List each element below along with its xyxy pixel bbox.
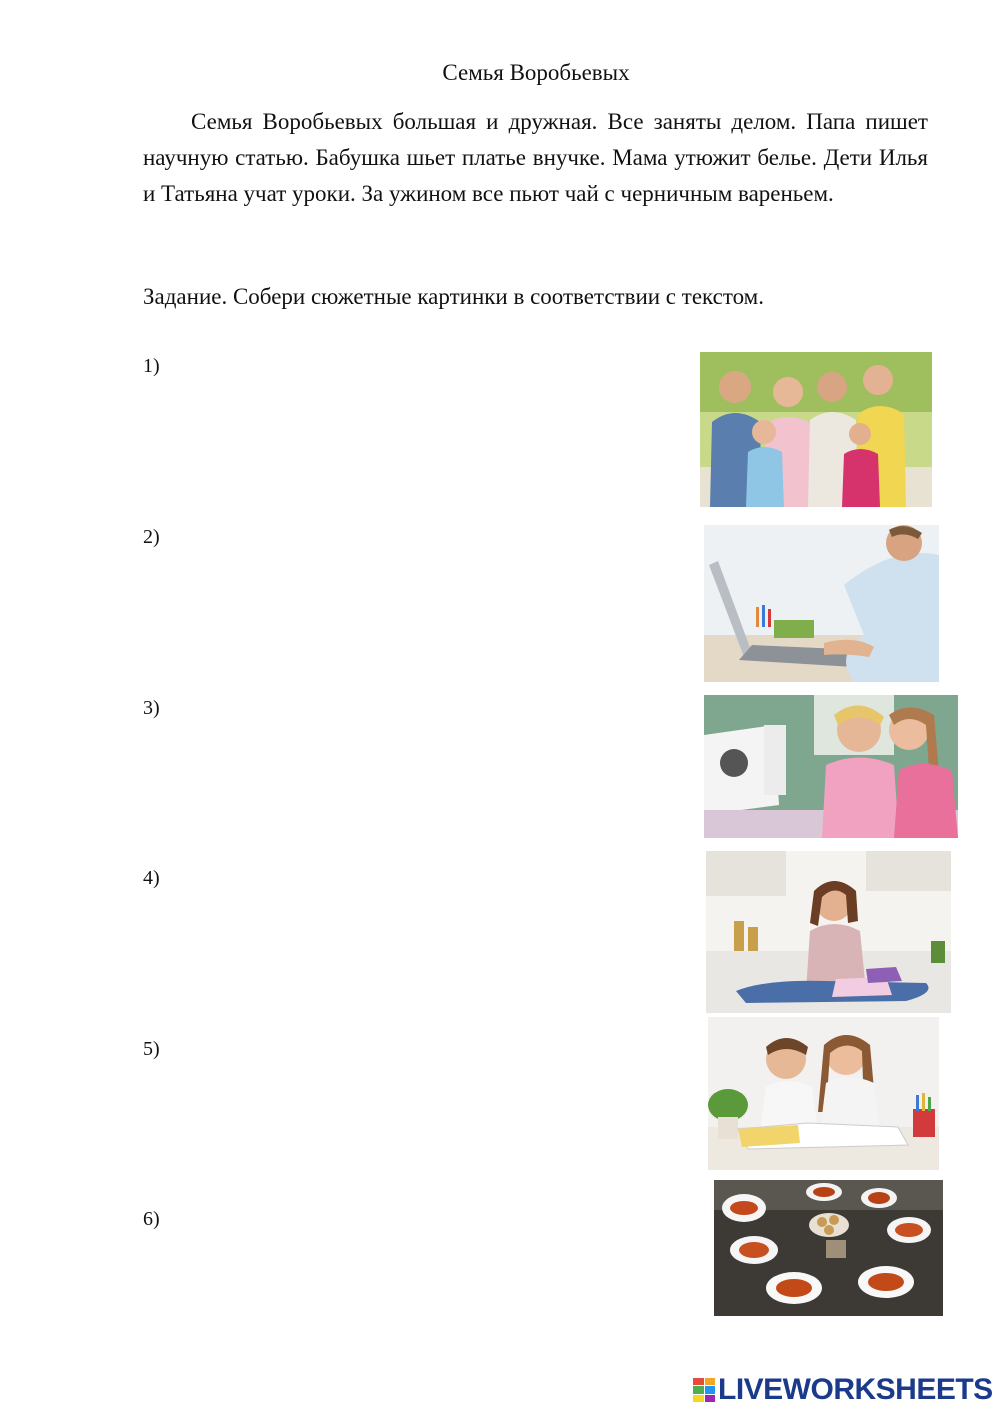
- liveworksheets-logo-icon: [693, 1378, 715, 1402]
- liveworksheets-brand[interactable]: [693, 1374, 993, 1406]
- children-homework-photo[interactable]: [708, 1017, 939, 1170]
- task-instruction: Задание. Собери сюжетные картинки в соответствии с текстом.: [143, 284, 764, 309]
- sewing-machine-photo[interactable]: [704, 695, 958, 838]
- family-photo[interactable]: [700, 352, 932, 507]
- story-text: Семья Воробьевых большая и дружная. Все заняты делом. Папа пишет научную статью. Бабушка шьет платье внучке. Мама утюжит белье. Дети Илья и Татьяна учат уроки. За ужином все пьют чай с черничным вареньем.: [143, 109, 928, 206]
- item-number-3: 3): [143, 697, 160, 719]
- ironing-photo[interactable]: [706, 851, 951, 1013]
- item-number-2: 2): [143, 526, 160, 548]
- tea-cups-photo[interactable]: [714, 1180, 943, 1316]
- item-number-5: 5): [143, 1038, 160, 1060]
- item-number-4: 4): [143, 867, 160, 889]
- laptop-typing-photo[interactable]: [704, 525, 939, 682]
- item-number-6: 6): [143, 1208, 160, 1230]
- worksheet-title: Семья Воробьевых: [442, 60, 630, 85]
- item-number-1: 1): [143, 355, 160, 377]
- brand-name: LIVEWORKSHEETS: [718, 1373, 993, 1406]
